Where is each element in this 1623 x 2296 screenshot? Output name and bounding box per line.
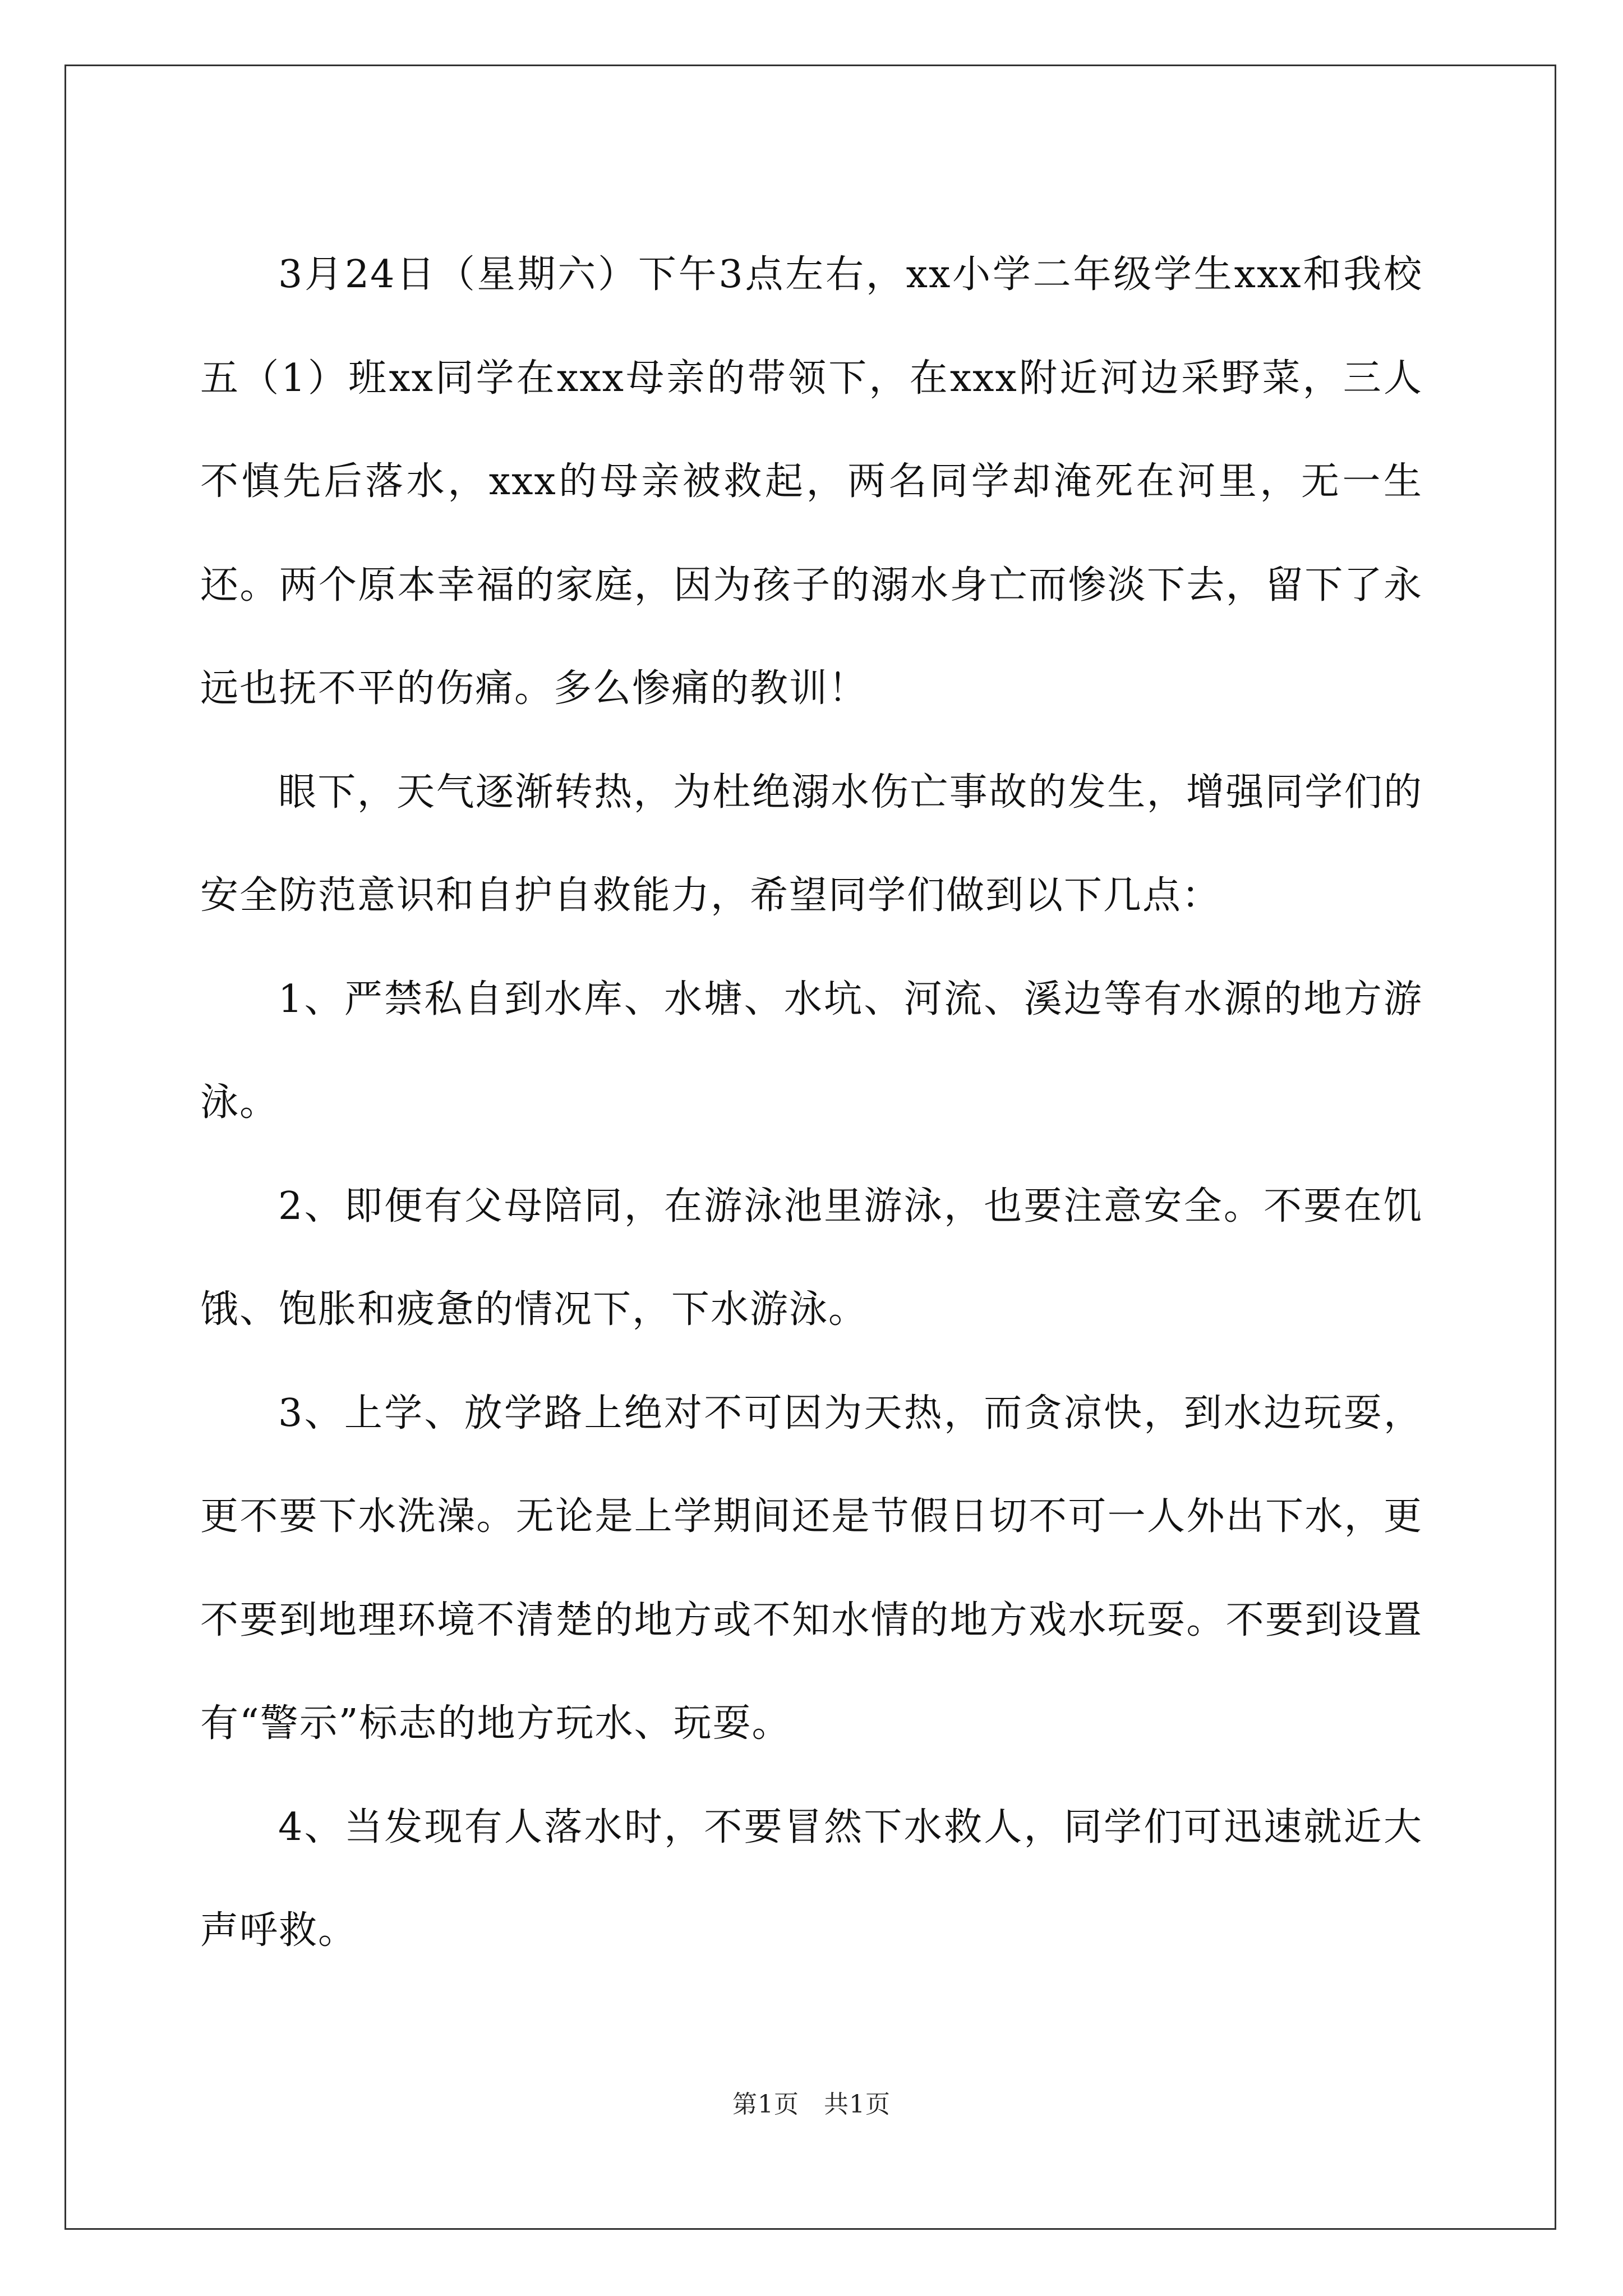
paragraph-rule-3: 3、上学、放学路上绝对不可因为天热，而贪凉快，到水边玩耍，更不要下水洗澡。无论是上学期间还是节假日切不可一人外出下水，更不要到地理环境不清楚的地方或不知水情的地方戏水玩耍。不要到设置有“警示”标志的地方玩水、玩耍。	[200, 1391, 1423, 1746]
paragraph-introduction: 眼下，天气逐渐转热，为杜绝溺水伤亡事故的发生，增强同学们的安全防范意识和自护自救能力，希望同学们做到以下几点：	[200, 770, 1423, 918]
page-number: 第1页	[732, 2090, 799, 2119]
paragraph-incident: 3月24日（星期六）下午3点左右，xx小学二年级学生xxx和我校五（1）班xx同学在xxx母亲的带领下，在xxx附近河边采野菜，三人不慎先后落水，xxx的母亲被救起，两名同学却淹死在河里，无一生还。两个原本幸福的家庭，因为孩子的溺水身亡而惨淡下去，留下了永远也抚不平的伤痛。多么惨痛的教训！	[200, 252, 1423, 711]
paragraph-rule-4: 4、当发现有人落水时，不要冒然下水救人，同学们可迅速就近大声呼救。	[200, 1805, 1423, 1953]
paragraph-rule-1: 1、严禁私自到水库、水塘、水坑、河流、溪边等有水源的地方游泳。	[200, 977, 1423, 1125]
paragraph-rule-2: 2、即便有父母陪同，在游泳池里游泳，也要注意安全。不要在饥饿、饱胀和疲惫的情况下，下水游泳。	[200, 1184, 1423, 1332]
page-footer	[0, 2084, 1623, 2120]
page-total: 共1页	[824, 2090, 891, 2119]
document-body	[200, 223, 1423, 1983]
